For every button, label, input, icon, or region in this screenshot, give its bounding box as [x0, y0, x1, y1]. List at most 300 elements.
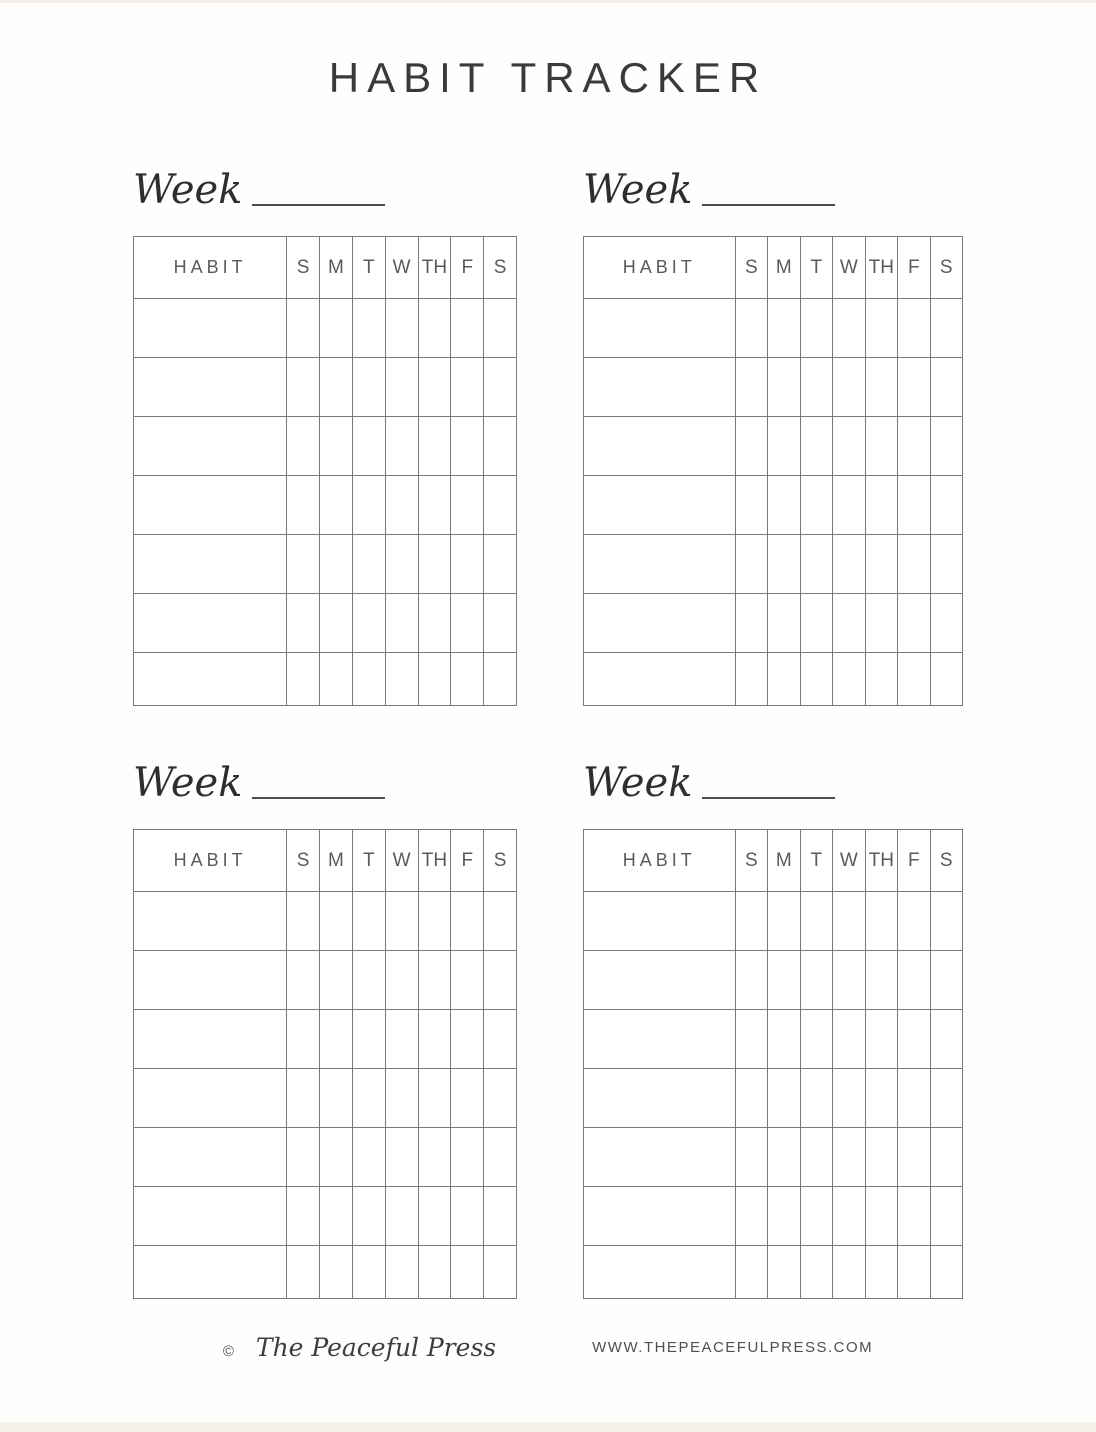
day-cell: [833, 594, 865, 653]
brand-group: [223, 1333, 496, 1362]
day-cell: [930, 535, 963, 594]
day-header-cell: S: [930, 830, 963, 892]
day-cell: [451, 358, 484, 417]
day-cell: [451, 1010, 484, 1069]
day-cell: [735, 1187, 767, 1246]
day-cell: [451, 1128, 484, 1187]
day-cell: [484, 417, 517, 476]
day-cell: [385, 1246, 418, 1299]
day-cell: [768, 476, 800, 535]
day-cell: [484, 594, 517, 653]
day-header-cell: M: [320, 237, 353, 299]
day-cell: [800, 358, 832, 417]
day-cell: [898, 892, 930, 951]
week-label: Week: [133, 167, 243, 213]
day-cell: [930, 476, 963, 535]
habit-cell: [134, 417, 287, 476]
day-cell: [833, 535, 865, 594]
brand-name: The Peaceful Press: [255, 1333, 497, 1362]
day-cell: [800, 594, 832, 653]
day-cell: [484, 892, 517, 951]
day-header-cell: S: [735, 237, 767, 299]
day-cell: [768, 653, 800, 706]
day-cell: [287, 594, 320, 653]
day-cell: [320, 1128, 353, 1187]
day-cell: [418, 358, 451, 417]
day-cell: [385, 1010, 418, 1069]
table-row: [134, 1069, 517, 1128]
habit-table: [133, 236, 517, 706]
day-cell: [320, 951, 353, 1010]
day-cell: [833, 417, 865, 476]
day-cell: [287, 476, 320, 535]
habit-cell: [134, 358, 287, 417]
day-cell: [418, 951, 451, 1010]
day-cell: [768, 417, 800, 476]
day-cell: [287, 299, 320, 358]
day-cell: [352, 417, 385, 476]
table-row: [584, 1187, 963, 1246]
habit-table-header-row: [134, 830, 517, 892]
day-cell: [800, 1246, 832, 1299]
day-cell: [800, 951, 832, 1010]
day-cell: [768, 892, 800, 951]
day-cell: [451, 951, 484, 1010]
habit-cell: [584, 535, 736, 594]
day-cell: [451, 594, 484, 653]
day-cell: [865, 476, 897, 535]
day-cell: [735, 951, 767, 1010]
day-cell: [833, 299, 865, 358]
table-row: [584, 358, 963, 417]
day-header-cell: F: [451, 237, 484, 299]
table-row: [134, 299, 517, 358]
day-cell: [352, 594, 385, 653]
day-cell: [418, 1246, 451, 1299]
habit-header-cell: HABIT: [134, 237, 287, 299]
week-section: [583, 158, 963, 706]
table-row: [584, 1246, 963, 1299]
day-header-cell: F: [898, 830, 930, 892]
habit-cell: [134, 1187, 287, 1246]
week-label: Week: [583, 167, 693, 213]
day-cell: [865, 594, 897, 653]
day-cell: [287, 1187, 320, 1246]
habit-cell: [584, 951, 736, 1010]
day-cell: [898, 1187, 930, 1246]
habit-table-header-row: [134, 237, 517, 299]
table-row: [584, 1128, 963, 1187]
day-cell: [833, 892, 865, 951]
day-cell: [865, 951, 897, 1010]
day-cell: [385, 476, 418, 535]
day-cell: [898, 417, 930, 476]
habit-cell: [134, 299, 287, 358]
habit-cell: [134, 1069, 287, 1128]
day-cell: [320, 417, 353, 476]
day-cell: [800, 892, 832, 951]
day-cell: [320, 1246, 353, 1299]
day-cell: [865, 1128, 897, 1187]
day-cell: [352, 476, 385, 535]
week-label: Week: [583, 760, 693, 806]
day-cell: [484, 358, 517, 417]
table-row: [584, 476, 963, 535]
day-cell: [451, 892, 484, 951]
day-cell: [385, 1128, 418, 1187]
day-cell: [930, 594, 963, 653]
day-cell: [418, 594, 451, 653]
day-cell: [385, 1069, 418, 1128]
day-header-cell: S: [287, 237, 320, 299]
day-cell: [800, 535, 832, 594]
day-cell: [320, 653, 353, 706]
day-cell: [735, 1246, 767, 1299]
day-cell: [320, 299, 353, 358]
day-cell: [800, 1069, 832, 1128]
day-cell: [484, 653, 517, 706]
week-fill-in-line: [702, 797, 835, 799]
day-cell: [287, 892, 320, 951]
day-header-cell: TH: [865, 830, 897, 892]
day-cell: [451, 535, 484, 594]
day-cell: [930, 299, 963, 358]
top-border-strip: [0, 0, 1096, 3]
habit-cell: [584, 1128, 736, 1187]
day-header-cell: M: [320, 830, 353, 892]
day-cell: [735, 358, 767, 417]
habit-cell: [134, 535, 287, 594]
day-cell: [287, 1128, 320, 1187]
week-section: [133, 158, 517, 706]
day-cell: [865, 417, 897, 476]
day-cell: [898, 594, 930, 653]
day-cell: [418, 476, 451, 535]
habit-cell: [134, 1246, 287, 1299]
day-cell: [833, 653, 865, 706]
day-cell: [320, 358, 353, 417]
table-row: [134, 653, 517, 706]
day-header-cell: TH: [418, 830, 451, 892]
day-cell: [800, 1128, 832, 1187]
habit-cell: [584, 1010, 736, 1069]
habit-table-header-row: [584, 237, 963, 299]
page-footer: [0, 1333, 1096, 1362]
day-cell: [930, 1128, 963, 1187]
day-cell: [833, 1187, 865, 1246]
habit-table-header-row: [584, 830, 963, 892]
week-section: [133, 751, 517, 1299]
day-cell: [418, 299, 451, 358]
day-cell: [735, 417, 767, 476]
day-cell: [833, 1010, 865, 1069]
day-cell: [768, 1246, 800, 1299]
day-cell: [418, 1128, 451, 1187]
day-cell: [484, 1069, 517, 1128]
day-cell: [418, 535, 451, 594]
day-cell: [287, 535, 320, 594]
day-cell: [484, 1187, 517, 1246]
day-cell: [865, 1246, 897, 1299]
day-cell: [484, 299, 517, 358]
day-cell: [320, 1010, 353, 1069]
day-cell: [385, 892, 418, 951]
table-row: [134, 535, 517, 594]
table-row: [134, 1187, 517, 1246]
day-cell: [735, 1128, 767, 1187]
habit-cell: [134, 476, 287, 535]
day-cell: [768, 951, 800, 1010]
day-cell: [735, 535, 767, 594]
day-cell: [800, 476, 832, 535]
day-cell: [352, 358, 385, 417]
day-cell: [833, 951, 865, 1010]
day-cell: [385, 1187, 418, 1246]
day-cell: [865, 358, 897, 417]
day-cell: [930, 1010, 963, 1069]
day-cell: [451, 1069, 484, 1128]
day-header-cell: T: [352, 237, 385, 299]
day-cell: [768, 535, 800, 594]
day-cell: [320, 1187, 353, 1246]
day-cell: [287, 358, 320, 417]
day-header-cell: S: [930, 237, 963, 299]
habit-cell: [584, 892, 736, 951]
day-cell: [320, 892, 353, 951]
day-cell: [484, 1010, 517, 1069]
day-cell: [352, 1010, 385, 1069]
day-cell: [768, 1010, 800, 1069]
day-cell: [898, 476, 930, 535]
day-cell: [418, 417, 451, 476]
day-cell: [418, 1010, 451, 1069]
day-cell: [898, 1069, 930, 1128]
website-url: WWW.THEPEACEFULPRESS.COM: [592, 1339, 874, 1356]
day-cell: [898, 1128, 930, 1187]
day-cell: [735, 1010, 767, 1069]
day-cell: [451, 653, 484, 706]
week-section: [583, 751, 963, 1299]
week-fill-in-line: [252, 204, 385, 206]
day-cell: [898, 653, 930, 706]
day-cell: [833, 1246, 865, 1299]
day-cell: [484, 476, 517, 535]
day-cell: [287, 653, 320, 706]
day-header-cell: S: [287, 830, 320, 892]
day-cell: [352, 1246, 385, 1299]
day-cell: [320, 594, 353, 653]
day-cell: [735, 594, 767, 653]
day-cell: [930, 951, 963, 1010]
habit-cell: [134, 1128, 287, 1187]
table-row: [134, 417, 517, 476]
day-cell: [352, 951, 385, 1010]
habit-header-cell: HABIT: [134, 830, 287, 892]
habit-cell: [134, 594, 287, 653]
day-cell: [352, 892, 385, 951]
day-cell: [484, 1246, 517, 1299]
day-cell: [833, 358, 865, 417]
day-cell: [865, 1010, 897, 1069]
day-cell: [898, 358, 930, 417]
page-title: HABIT TRACKER: [328, 54, 768, 101]
day-cell: [865, 1187, 897, 1246]
habit-cell: [134, 951, 287, 1010]
day-cell: [418, 1069, 451, 1128]
tracker-grid: [133, 158, 1096, 1299]
week-heading: [133, 158, 385, 213]
day-cell: [385, 299, 418, 358]
day-cell: [451, 1246, 484, 1299]
day-cell: [484, 951, 517, 1010]
habit-table: [583, 236, 963, 706]
table-row: [134, 951, 517, 1010]
day-cell: [768, 358, 800, 417]
day-cell: [833, 476, 865, 535]
day-cell: [352, 653, 385, 706]
day-cell: [930, 653, 963, 706]
day-cell: [418, 653, 451, 706]
day-cell: [735, 299, 767, 358]
day-header-cell: S: [484, 830, 517, 892]
table-row: [584, 1010, 963, 1069]
habit-cell: [134, 892, 287, 951]
table-row: [134, 1010, 517, 1069]
day-cell: [800, 653, 832, 706]
day-cell: [287, 1246, 320, 1299]
day-cell: [352, 535, 385, 594]
day-cell: [385, 951, 418, 1010]
day-cell: [865, 892, 897, 951]
habit-cell: [584, 417, 736, 476]
day-cell: [865, 653, 897, 706]
table-row: [584, 594, 963, 653]
habit-cell: [584, 476, 736, 535]
day-cell: [385, 653, 418, 706]
day-header-cell: W: [385, 830, 418, 892]
day-header-cell: F: [451, 830, 484, 892]
day-header-cell: TH: [418, 237, 451, 299]
week-fill-in-line: [702, 204, 835, 206]
day-cell: [451, 476, 484, 535]
day-cell: [385, 594, 418, 653]
habit-cell: [584, 1246, 736, 1299]
day-header-cell: T: [800, 237, 832, 299]
day-cell: [768, 594, 800, 653]
habit-header-cell: HABIT: [584, 830, 736, 892]
habit-cell: [584, 358, 736, 417]
day-cell: [287, 951, 320, 1010]
day-cell: [320, 1069, 353, 1128]
day-cell: [484, 1128, 517, 1187]
day-cell: [735, 653, 767, 706]
day-cell: [451, 299, 484, 358]
day-cell: [833, 1069, 865, 1128]
day-cell: [930, 1069, 963, 1128]
table-row: [134, 1128, 517, 1187]
day-header-cell: S: [484, 237, 517, 299]
habit-cell: [134, 653, 287, 706]
habit-table: [583, 829, 963, 1299]
habit-cell: [584, 299, 736, 358]
day-cell: [800, 1187, 832, 1246]
day-cell: [451, 417, 484, 476]
day-header-cell: M: [768, 237, 800, 299]
table-row: [134, 476, 517, 535]
table-row: [134, 892, 517, 951]
day-cell: [418, 892, 451, 951]
day-cell: [735, 476, 767, 535]
day-header-cell: S: [735, 830, 767, 892]
table-row: [134, 1246, 517, 1299]
week-label: Week: [133, 760, 243, 806]
table-row: [584, 535, 963, 594]
day-cell: [865, 299, 897, 358]
day-cell: [418, 1187, 451, 1246]
day-cell: [735, 1069, 767, 1128]
day-cell: [385, 417, 418, 476]
day-cell: [898, 1010, 930, 1069]
day-cell: [865, 535, 897, 594]
habit-cell: [584, 594, 736, 653]
day-cell: [451, 1187, 484, 1246]
day-cell: [352, 299, 385, 358]
day-cell: [320, 535, 353, 594]
day-header-cell: W: [385, 237, 418, 299]
day-header-cell: M: [768, 830, 800, 892]
table-row: [584, 892, 963, 951]
day-cell: [385, 358, 418, 417]
day-cell: [898, 535, 930, 594]
day-cell: [768, 1187, 800, 1246]
day-header-cell: W: [833, 830, 865, 892]
table-row: [584, 417, 963, 476]
bottom-border-strip: [0, 1422, 1096, 1432]
day-cell: [833, 1128, 865, 1187]
table-row: [134, 358, 517, 417]
day-cell: [287, 417, 320, 476]
day-cell: [930, 1187, 963, 1246]
week-heading: [583, 751, 835, 806]
day-header-cell: T: [800, 830, 832, 892]
day-cell: [768, 299, 800, 358]
table-row: [584, 299, 963, 358]
habit-cell: [584, 653, 736, 706]
day-cell: [898, 1246, 930, 1299]
day-cell: [898, 951, 930, 1010]
day-cell: [352, 1128, 385, 1187]
day-cell: [287, 1069, 320, 1128]
day-cell: [352, 1069, 385, 1128]
day-cell: [800, 1010, 832, 1069]
table-row: [584, 653, 963, 706]
day-cell: [287, 1010, 320, 1069]
day-cell: [484, 535, 517, 594]
day-cell: [735, 892, 767, 951]
day-header-cell: W: [833, 237, 865, 299]
day-cell: [865, 1069, 897, 1128]
day-cell: [768, 1069, 800, 1128]
habit-cell: [584, 1069, 736, 1128]
day-header-cell: F: [898, 237, 930, 299]
day-header-cell: TH: [865, 237, 897, 299]
habit-table: [133, 829, 517, 1299]
day-header-cell: T: [352, 830, 385, 892]
habit-cell: [134, 1010, 287, 1069]
day-cell: [930, 358, 963, 417]
day-cell: [800, 417, 832, 476]
table-row: [584, 951, 963, 1010]
